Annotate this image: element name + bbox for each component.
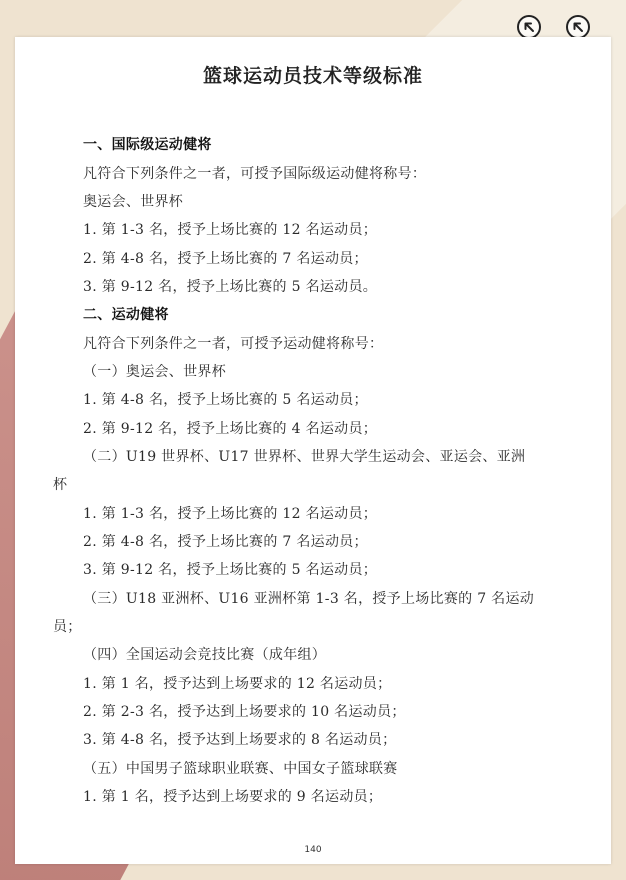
collapse-button-2[interactable]	[566, 15, 590, 39]
list-item: 1. 第 1-3 名，授予上场比赛的 12 名运动员；	[83, 506, 378, 522]
subsection-heading: （四）全国运动会竞技比赛（成年组）	[83, 647, 327, 663]
section-heading-1: 一、国际级运动健将	[83, 137, 212, 153]
paragraph: 凡符合下列条件之一者，可授予运动健将称号：	[83, 336, 384, 352]
list-item: 2. 第 4-8 名，授予上场比赛的 7 名运动员；	[83, 251, 368, 267]
list-item: 1. 第 4-8 名，授予上场比赛的 5 名运动员；	[83, 392, 368, 408]
list-item: 3. 第 9-12 名，授予上场比赛的 5 名运动员。	[83, 279, 378, 295]
list-item: 2. 第 9-12 名，授予上场比赛的 4 名运动员；	[83, 421, 378, 437]
arrow-up-left-icon	[571, 20, 585, 34]
paragraph: 凡符合下列条件之一者，可授予国际级运动健将称号：	[83, 166, 427, 182]
subsection-heading-continuation: 杯	[53, 477, 68, 493]
subsection-heading: （三）U18 亚洲杯、U16 亚洲杯第 1-3 名，授予上场比赛的 7 名运动	[83, 591, 535, 607]
list-item: 3. 第 9-12 名，授予上场比赛的 5 名运动员；	[83, 562, 378, 578]
list-item: 1. 第 1 名，授予达到上场要求的 9 名运动员；	[83, 789, 383, 805]
subsection-heading: （二）U19 世界杯、U17 世界杯、世界大学生运动会、亚运会、亚洲	[83, 449, 526, 465]
arrow-up-left-icon	[522, 20, 536, 34]
list-item: 2. 第 4-8 名，授予上场比赛的 7 名运动员；	[83, 534, 368, 550]
subsection-heading-continuation: 员；	[53, 619, 82, 635]
document-page	[15, 37, 611, 864]
collapse-button-1[interactable]	[517, 15, 541, 39]
list-item: 2. 第 2-3 名，授予达到上场要求的 10 名运动员；	[83, 704, 406, 720]
document-title: 篮球运动员技术等级标准	[202, 65, 423, 87]
paragraph: 奥运会、世界杯	[83, 194, 184, 210]
list-item: 1. 第 1-3 名，授予上场比赛的 12 名运动员；	[83, 222, 378, 238]
list-item: 3. 第 4-8 名，授予达到上场要求的 8 名运动员；	[83, 732, 397, 748]
section-heading-2: 二、运动健将	[83, 307, 169, 323]
page-number: 140	[304, 845, 322, 855]
subsection-heading: （五）中国男子篮球职业联赛、中国女子篮球联赛	[83, 761, 398, 777]
list-item: 1. 第 1 名，授予达到上场要求的 12 名运动员；	[83, 676, 392, 692]
subsection-heading: （一）奥运会、世界杯	[83, 364, 226, 380]
